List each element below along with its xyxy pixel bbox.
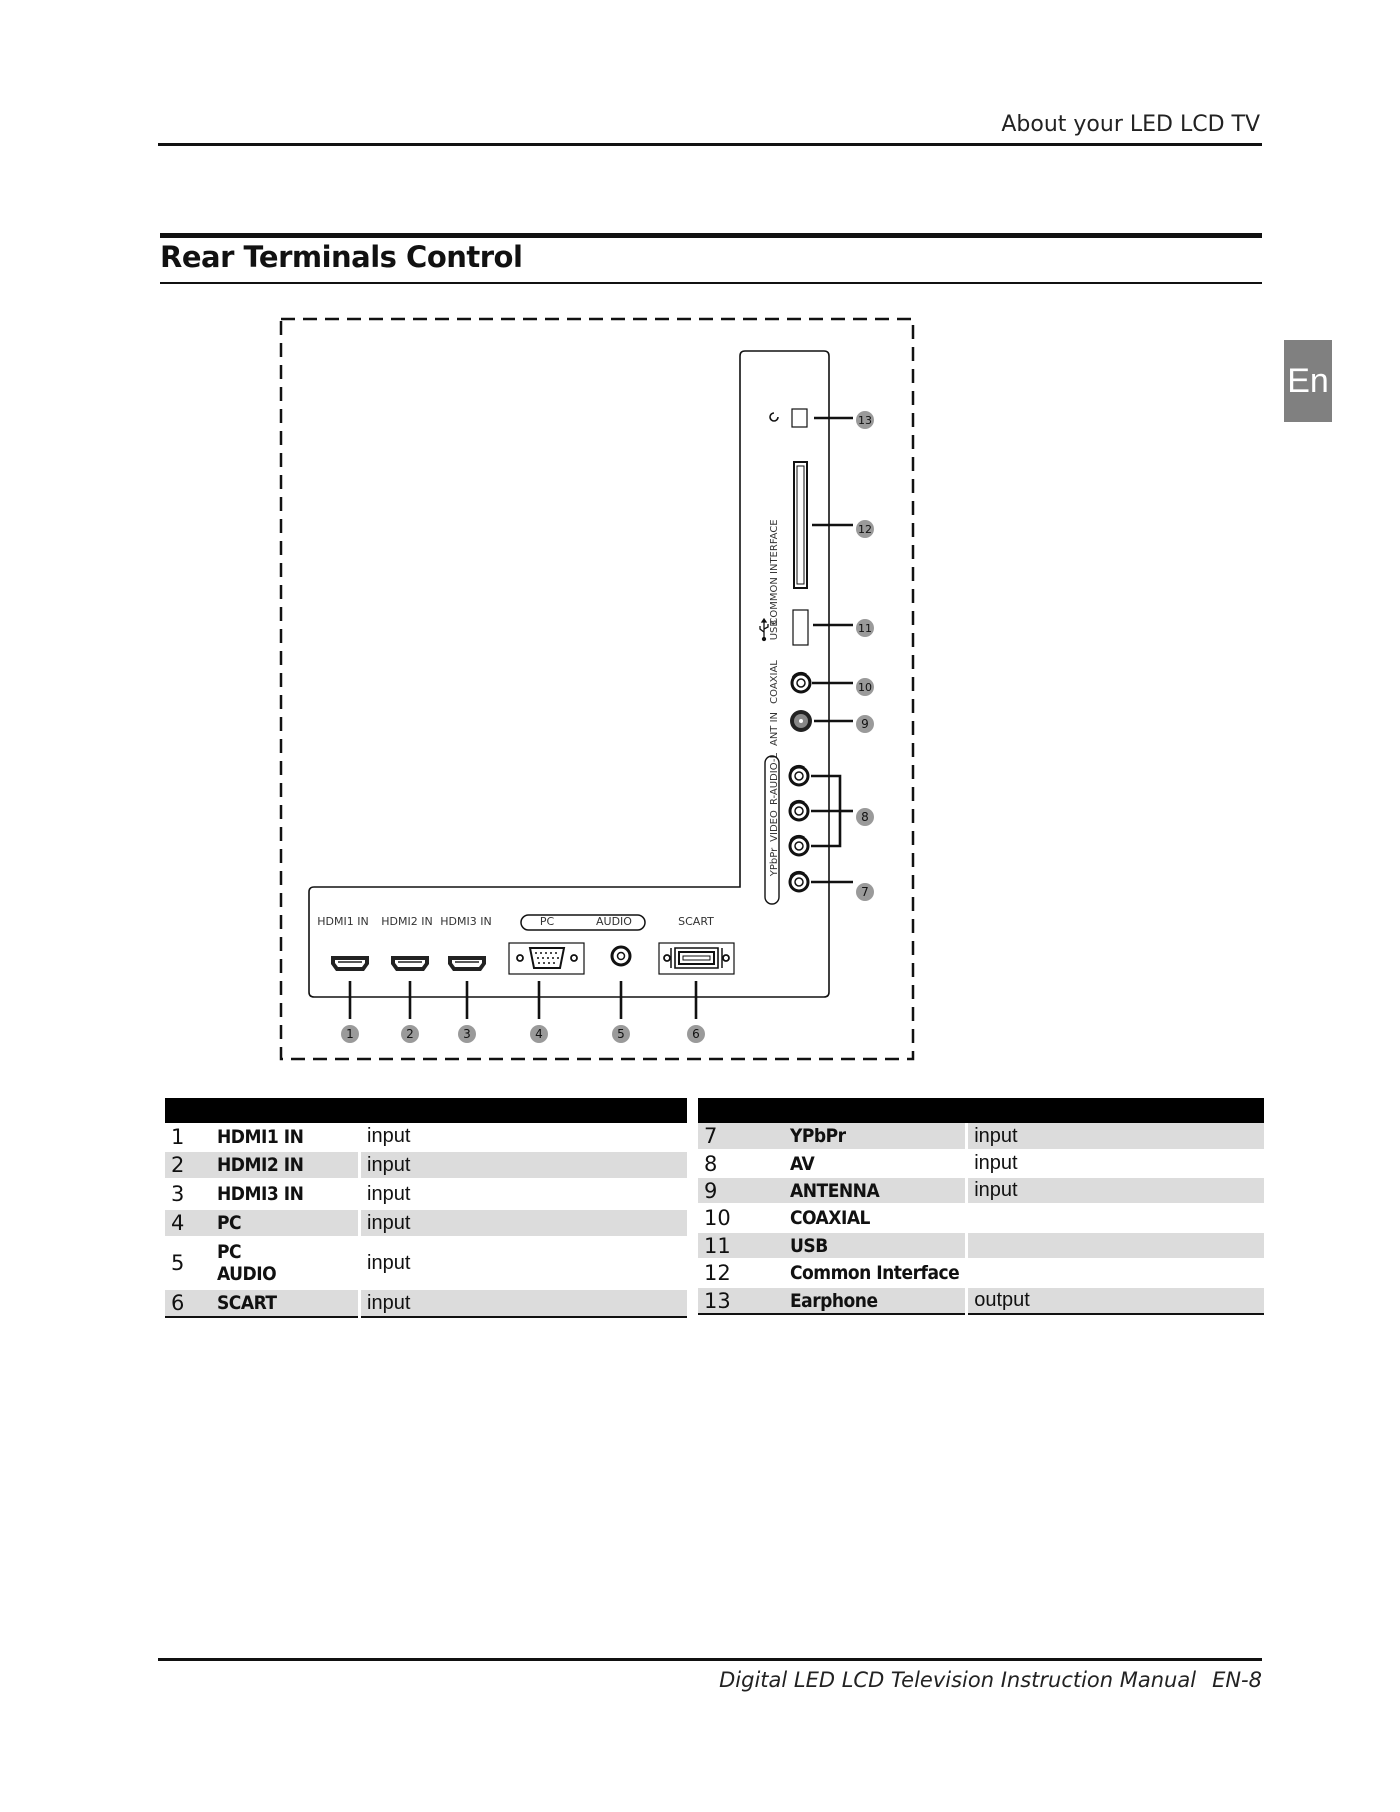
row-type: input bbox=[360, 1179, 688, 1209]
row-name: HDMI1 IN bbox=[211, 1123, 360, 1151]
table-row bbox=[165, 1179, 687, 1209]
language-tab: En bbox=[1284, 340, 1332, 422]
pc-audio-jack-icon bbox=[612, 947, 630, 965]
audio-l-jack-icon bbox=[790, 766, 808, 785]
label-scart: SCART bbox=[678, 915, 714, 928]
audio-r-jack-icon bbox=[790, 801, 808, 820]
callout-8: 8 bbox=[861, 810, 869, 824]
callout-13: 13 bbox=[858, 414, 872, 427]
header-rule bbox=[158, 143, 1262, 146]
row-type: input bbox=[360, 1289, 688, 1317]
callout-11: 11 bbox=[858, 622, 872, 635]
footer-title: Digital LED LCD Television Instruction Manual bbox=[719, 1668, 1197, 1692]
table-header-bar bbox=[698, 1098, 1264, 1123]
row-name: AV bbox=[784, 1150, 967, 1177]
callout-3: 3 bbox=[463, 1027, 471, 1041]
row-name: PC bbox=[211, 1209, 360, 1237]
scart-port-icon bbox=[659, 943, 734, 974]
label-audio: AUDIO bbox=[596, 915, 632, 928]
terminals-table-right bbox=[698, 1098, 1264, 1315]
callout-4: 4 bbox=[535, 1027, 543, 1041]
section-rule-top bbox=[160, 233, 1262, 238]
label-video: VIDEO bbox=[769, 810, 780, 842]
table-row bbox=[698, 1150, 1264, 1177]
row-type: input bbox=[967, 1123, 1264, 1150]
row-num: 11 bbox=[698, 1232, 784, 1259]
row-type: input bbox=[967, 1150, 1264, 1177]
table-row bbox=[698, 1123, 1264, 1150]
footer bbox=[719, 1668, 1262, 1692]
row-name-line1: PC bbox=[217, 1241, 242, 1263]
table-row bbox=[165, 1237, 687, 1289]
row-name: HDMI3 IN bbox=[211, 1179, 360, 1209]
section-title: Rear Terminals Control bbox=[160, 240, 523, 274]
table-row bbox=[165, 1209, 687, 1237]
row-type: input bbox=[360, 1237, 688, 1289]
callout-10: 10 bbox=[858, 681, 872, 694]
label-hdmi3-in: HDMI3 IN bbox=[440, 915, 492, 928]
ypbpr-jack-icon bbox=[790, 872, 808, 891]
table-row bbox=[165, 1151, 687, 1179]
row-num: 12 bbox=[698, 1259, 784, 1287]
table-row bbox=[165, 1289, 687, 1317]
table-row bbox=[698, 1204, 1264, 1232]
table-row bbox=[698, 1232, 1264, 1259]
row-num: 4 bbox=[165, 1209, 211, 1237]
row-name: Common Interface bbox=[784, 1259, 967, 1287]
row-num: 9 bbox=[698, 1177, 784, 1204]
row-type bbox=[967, 1259, 1264, 1287]
row-type: output bbox=[967, 1287, 1264, 1314]
earphone-jack-icon bbox=[770, 409, 807, 427]
terminals-table-left bbox=[165, 1098, 687, 1318]
coaxial-jack-icon bbox=[792, 673, 810, 692]
row-type: input bbox=[360, 1209, 688, 1237]
label-usb: USB bbox=[769, 619, 780, 641]
panel-outline bbox=[309, 351, 829, 997]
callout-9: 9 bbox=[861, 717, 869, 731]
callout-6: 6 bbox=[692, 1027, 700, 1041]
vga-port-icon bbox=[509, 943, 584, 974]
section-rule-bottom bbox=[160, 282, 1262, 284]
label-hdmi1-in: HDMI1 IN bbox=[317, 915, 369, 928]
row-num: 8 bbox=[698, 1150, 784, 1177]
antenna-jack-icon bbox=[790, 710, 812, 732]
hdmi2-port-icon bbox=[391, 956, 429, 971]
row-num: 6 bbox=[165, 1289, 211, 1317]
hdmi3-port-icon bbox=[448, 956, 486, 971]
table-row bbox=[165, 1123, 687, 1151]
row-name: ANTENNA bbox=[784, 1177, 967, 1204]
row-type bbox=[967, 1204, 1264, 1232]
label-hdmi2-in: HDMI2 IN bbox=[381, 915, 433, 928]
label-pc: PC bbox=[539, 915, 555, 928]
row-type: input bbox=[360, 1123, 688, 1151]
row-name: USB bbox=[784, 1232, 967, 1259]
table-row bbox=[698, 1177, 1264, 1204]
callout-12: 12 bbox=[858, 523, 872, 536]
row-num: 1 bbox=[165, 1123, 211, 1151]
table-row bbox=[698, 1259, 1264, 1287]
row-name: Earphone bbox=[784, 1287, 967, 1314]
row-num: 3 bbox=[165, 1179, 211, 1209]
row-num: 5 bbox=[165, 1237, 211, 1289]
label-ypbpr: YPbPr bbox=[769, 847, 780, 877]
row-num: 10 bbox=[698, 1204, 784, 1232]
row-name: COAXIAL bbox=[784, 1204, 967, 1232]
label-coaxial: COAXIAL bbox=[769, 660, 780, 704]
table-row bbox=[698, 1287, 1264, 1314]
page-number: EN-8 bbox=[1212, 1668, 1262, 1692]
header-title: About your LED LCD TV bbox=[1001, 112, 1260, 137]
row-type: input bbox=[967, 1177, 1264, 1204]
usb-port-icon bbox=[760, 610, 808, 645]
footer-rule bbox=[158, 1658, 1262, 1661]
hdmi1-port-icon bbox=[331, 956, 369, 971]
callout-7: 7 bbox=[861, 885, 869, 899]
row-name bbox=[211, 1237, 360, 1289]
row-num: 2 bbox=[165, 1151, 211, 1179]
row-num: 13 bbox=[698, 1287, 784, 1314]
row-name: HDMI2 IN bbox=[211, 1151, 360, 1179]
callout-2: 2 bbox=[406, 1027, 414, 1041]
common-interface-slot-icon bbox=[794, 462, 807, 588]
row-num: 7 bbox=[698, 1123, 784, 1150]
label-r-audio-l: R-AUDIO-L bbox=[769, 752, 780, 806]
callout-1: 1 bbox=[346, 1027, 354, 1041]
diagram-dashed-border bbox=[281, 319, 913, 1059]
rear-panel-diagram bbox=[278, 316, 918, 1062]
table-header-bar bbox=[165, 1098, 687, 1123]
row-name: YPbPr bbox=[784, 1123, 967, 1150]
video-jack-icon bbox=[790, 836, 808, 855]
row-name-line2: AUDIO bbox=[217, 1263, 277, 1285]
label-common-interface: COMMON INTERFACE bbox=[769, 519, 780, 625]
callout-5: 5 bbox=[617, 1027, 625, 1041]
row-type: input bbox=[360, 1151, 688, 1179]
row-type bbox=[967, 1232, 1264, 1259]
label-ant-in: ANT IN bbox=[769, 711, 780, 747]
row-name: SCART bbox=[211, 1289, 360, 1317]
